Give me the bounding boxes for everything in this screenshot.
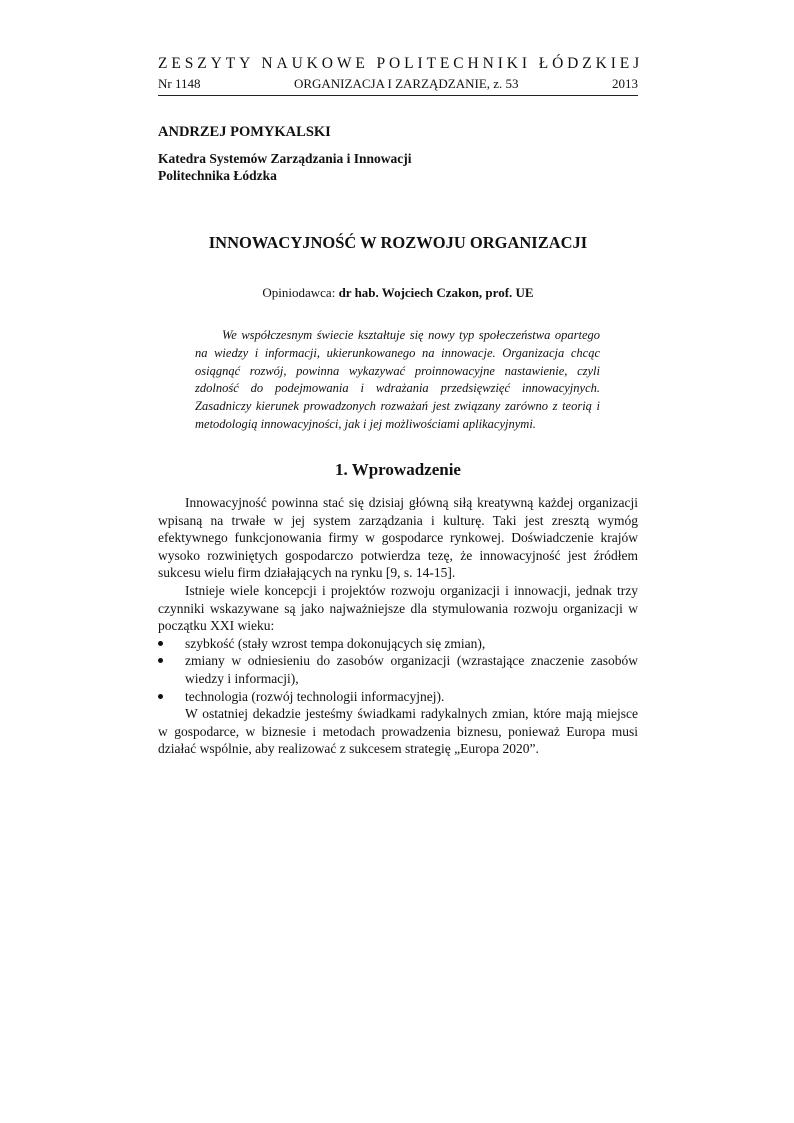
bullet-icon bbox=[158, 658, 163, 663]
abstract-text: We współczesnym świecie kształtuje się nowy typ społeczeństwa opartego na wiedzy i informacji, ukierunkowanego na innowacje. Organizacja chcąc osiągnąć rozwój, powinna wykazywać proinnowacyjne nastawienie, czyli zdolność do podejmowania i wdrażania przedsięwzięć innowacyjnych. Zasadniczy kierunek prowadzonych rozważań jest związany zarówno z teorią i metodologią innowacyjności, jak i jej możliwościami aplikacyjnymi. bbox=[195, 328, 600, 431]
journal-meta-line bbox=[158, 77, 638, 96]
list-item-text: zmiany w odniesieniu do zasobów organizacji (wzrastające znaczenie zasobów wiedzy i informacji), bbox=[185, 653, 638, 686]
list-item-text: technologia (rozwój technologii informacyjnej). bbox=[185, 688, 445, 704]
bullet-list bbox=[158, 635, 638, 705]
section-body bbox=[158, 494, 638, 758]
issue-number: Nr 1148 bbox=[158, 76, 201, 91]
paragraph-1: Innowacyjność powinna stać się dzisiaj główną siłą kreatywną każdej organizacji wpisaną na trwałe w jej system zarządzania i kulturę. Taki jest zresztą wymóg efektywnego funkcjonowania firmy w gospodarce rynkowej. Doświadczenie krajów wysoko rozwiniętych gospodarczo potwierdza tezę, że innowacyjność jest źródłem sukcesu wielu firm działających na rynku [9, s. 14-15]. bbox=[158, 495, 638, 581]
journal-title: ZESZYTY NAUKOWE POLITECHNIKI ŁÓDZKIEJ bbox=[158, 55, 644, 72]
paragraph-2: Istnieje wiele koncepcji i projektów rozwoju organizacji i innowacji, jednak trzy czynniki wskazywane są jako najważniejsze dla stymulowania rozwoju organizacji w początku XXI wieku: bbox=[158, 582, 638, 634]
series-name: ORGANIZACJA I ZARZĄDZANIE, z. 53 bbox=[293, 76, 519, 91]
list-item bbox=[158, 635, 638, 653]
bullet-icon bbox=[158, 641, 163, 646]
publication-year: 2013 bbox=[612, 76, 638, 91]
abstract bbox=[195, 327, 600, 434]
bullet-icon bbox=[158, 694, 163, 699]
paragraph-3: W ostatniej dekadzie jesteśmy świadkami radykalnych zmian, które mają miejsce w gospodarce, w biznesie i metodach prowadzenia biznesu, ponieważ Europa musi działać wspólnie, aby realizować z sukcesem strategię „Europa 2020”. bbox=[158, 706, 638, 757]
author-name: ANDRZEJ POMYKALSKI bbox=[158, 124, 331, 140]
paper-title: INNOWACYJNOŚĆ W ROZWOJU ORGANIZACJI bbox=[208, 233, 588, 252]
list-item bbox=[158, 688, 638, 706]
list-item bbox=[158, 652, 638, 687]
affiliation-university: Politechnika Łódzka bbox=[158, 168, 277, 183]
reviewer-line bbox=[158, 285, 638, 301]
reviewer-label: Opiniodawca: bbox=[262, 285, 339, 300]
reviewer-name: dr hab. Wojciech Czakon, prof. UE bbox=[338, 285, 534, 300]
affiliation-department: Katedra Systemów Zarządzania i Innowacji bbox=[158, 151, 412, 166]
list-item-text: szybkość (stały wzrost tempa dokonujących się zmian), bbox=[185, 635, 486, 651]
author-affiliation bbox=[158, 150, 412, 184]
section-heading: 1. Wprowadzenie bbox=[335, 460, 461, 479]
